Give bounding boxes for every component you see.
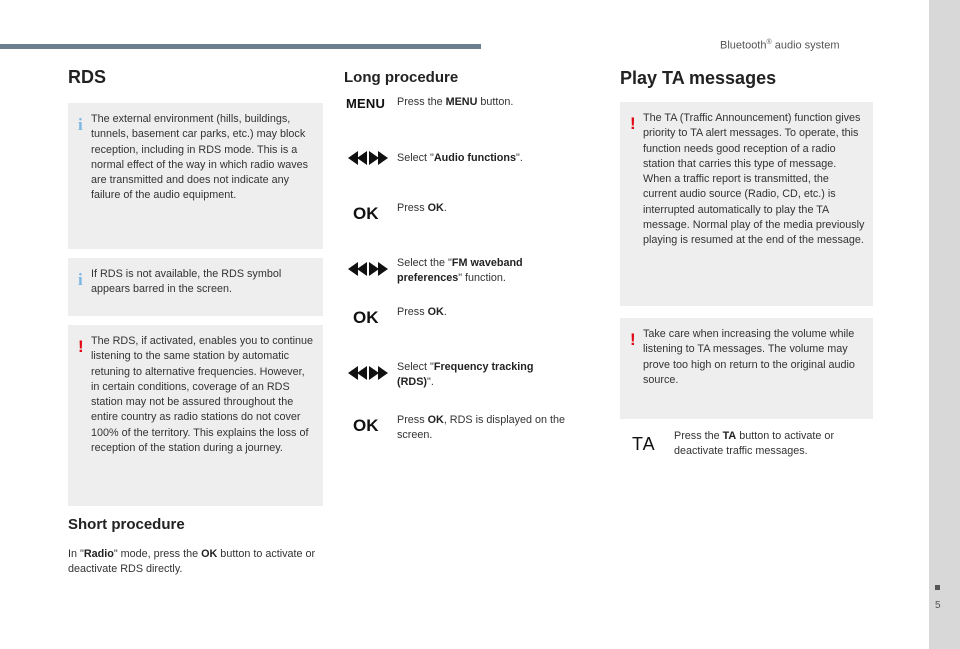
step-1: Press the MENU button.: [397, 96, 514, 108]
rds-title: RDS: [68, 67, 107, 87]
note-text: If RDS is not available, the RDS symbol appears barred in the screen.: [91, 268, 282, 296]
ok-button-symbol: OK: [353, 308, 379, 327]
continuation-marker: [935, 585, 940, 590]
short-procedure-text: In "Radio" mode, press the OK button to activate or deactivate RDS directly.: [68, 548, 316, 576]
warning-icon: !: [630, 114, 636, 133]
ta-button-symbol: TA: [632, 434, 656, 454]
long-procedure-title: Long procedure: [344, 69, 459, 86]
warning-note-volume: [620, 318, 873, 419]
note-text: The TA (Traffic Announcement) function gives priority to TA alert messages. To operate, this function needs good reception of a radio station that carries this type of message. When a traffic report is transmitted, the current audio source (Radio, CD, etc.) is interrupted automatically to play the TA message. Normal play of the media previously playing is resumed at the end of the message.: [643, 112, 865, 247]
note-text: Take care when increasing the volume while listening to TA messages. The volume may prove too high on return to the original audio source.: [643, 328, 855, 386]
step-5: Press OK.: [397, 306, 447, 318]
menu-button-symbol: MENU: [346, 96, 386, 111]
step-2: Select "Audio functions".: [397, 152, 523, 164]
ok-button-symbol: OK: [353, 204, 379, 223]
warning-note-ta-function: [620, 102, 873, 306]
step-3: Press OK.: [397, 202, 447, 214]
step-6: Select "Frequency tracking (RDS)".: [397, 361, 534, 389]
info-icon: i: [78, 270, 83, 289]
step-4: Select the "FM waveband preferences" function.: [397, 257, 523, 285]
play-ta-title: Play TA messages: [620, 68, 777, 88]
left-right-arrows-icon: [348, 262, 388, 276]
info-note-environment: [68, 103, 323, 249]
left-right-arrows-icon: [348, 366, 388, 380]
page-header-title: Bluetooth® audio system: [720, 39, 840, 52]
warning-note-rds: [68, 325, 323, 506]
ok-button-symbol: OK: [353, 416, 379, 435]
info-icon: i: [78, 115, 83, 134]
note-text: The RDS, if activated, enables you to continue listening to the same station by automatic retuning to alternative frequencies. However, in certain conditions, coverage of an RDS station may not be assured throughout the entire country as radio stations do not cover 100% of the territory. This explains the loss of reception of the station during a journey.: [91, 335, 314, 455]
side-margin: [929, 0, 960, 649]
warning-icon: !: [630, 330, 636, 349]
left-right-arrows-icon: [348, 151, 388, 165]
short-procedure-title: Short procedure: [68, 516, 185, 533]
warning-icon: !: [78, 337, 84, 356]
page-number: 5: [935, 600, 941, 611]
ta-instruction: Press the TA button to activate or deactivate traffic messages.: [674, 430, 835, 458]
info-note-rds-unavailable: [68, 258, 323, 316]
step-7: Press OK, RDS is displayed on the screen.: [397, 414, 566, 442]
note-text: The external environment (hills, buildings, tunnels, basement car parks, etc.) may block reception, including in RDS mode. This is a normal effect of the way in which radio waves are transmitted and does not indicate any failure of the audio equipment.: [91, 113, 309, 202]
header-bar: [0, 44, 481, 49]
